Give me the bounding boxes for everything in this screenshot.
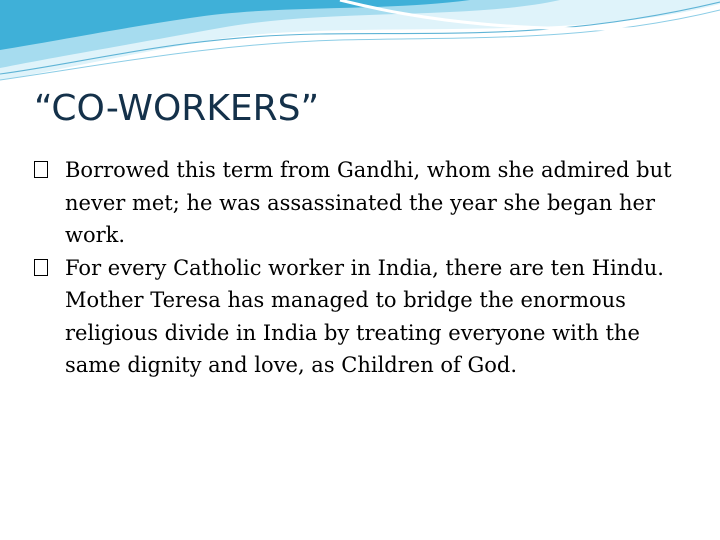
bullet-item bbox=[34, 252, 684, 382]
wave-header-decoration bbox=[0, 0, 720, 90]
bullet-text: For every Catholic worker in India, there are ten Hindu. Mother Teresa has managed to bridge the enormous religious divide in India by treating everyone with the same dignity and love, as Children of God. bbox=[65, 255, 664, 377]
missing-glyph-bullet-icon bbox=[34, 259, 48, 276]
bullet-list bbox=[34, 154, 684, 382]
bullet-text: Borrowed this term from Gandhi, whom she admired but never met; he was assassinated the year she began her work. bbox=[65, 158, 672, 247]
missing-glyph-bullet-icon bbox=[34, 161, 48, 178]
slide-title: “CO-WORKERS” bbox=[34, 88, 320, 129]
bullet-item bbox=[34, 154, 684, 252]
